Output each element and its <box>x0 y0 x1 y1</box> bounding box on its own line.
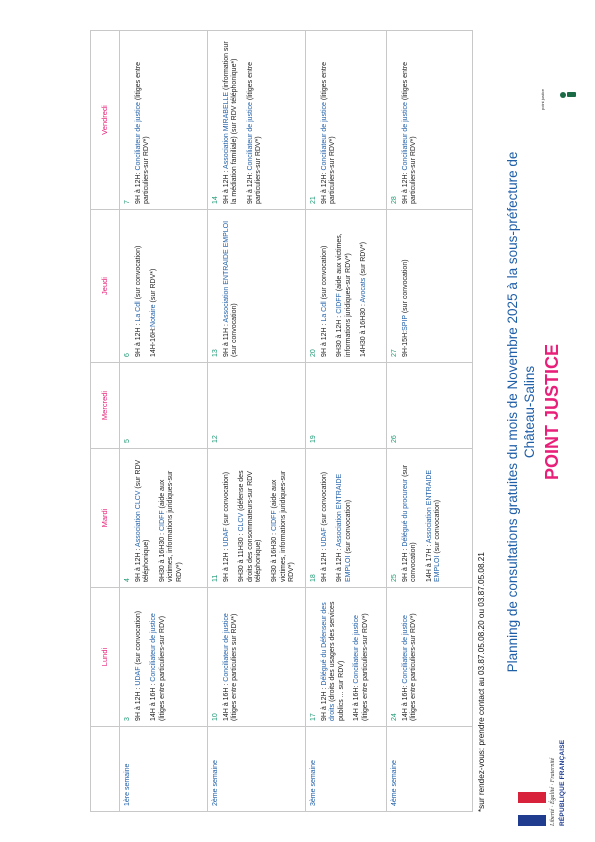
consultation-details: (sur convocation) <box>320 245 328 302</box>
consultation-organization: Notaire <box>150 304 158 328</box>
consultation-organization: UDAF <box>134 666 142 686</box>
consultation-entry <box>159 454 185 582</box>
consultation-time: 9H à 12H: <box>246 170 254 204</box>
day-number: 3 <box>124 717 131 721</box>
column-header-5: Vendredi <box>91 31 120 209</box>
consultation-entry <box>223 36 240 204</box>
consultation-entry <box>321 454 330 582</box>
consultation-details: (sur convocation) <box>222 471 230 528</box>
consultation-entry <box>223 215 240 357</box>
republique-francaise-logo <box>518 734 578 826</box>
day-cell <box>208 209 306 362</box>
day-number: 12 <box>212 435 219 443</box>
consultation-entry <box>135 36 152 204</box>
consultation-entry <box>336 215 353 357</box>
day-number: 21 <box>310 196 317 204</box>
day-cell <box>306 31 387 209</box>
week-label: 3ème semaine <box>306 726 387 811</box>
column-header-1: Lundi <box>91 587 120 726</box>
consultation-organization: Conciliateur de justice <box>401 615 409 684</box>
consultation-time: 14H à 16H : <box>150 681 158 721</box>
consultation-details: (litiges entre particuliers-sur RDV) <box>158 615 166 721</box>
consultation-entry <box>223 593 240 721</box>
day-number: 18 <box>310 574 317 582</box>
page-subtitle: Planning de consultations gratuites du mois de Novembre 2025 à la sous-préfecture de Château-Salins <box>505 151 537 673</box>
day-cell <box>387 31 472 209</box>
day-cell <box>208 31 306 209</box>
consultation-details: (litiges entre particuliers-sur RDV*) <box>401 61 418 204</box>
consultation-time: 9H à 12H : <box>222 168 230 204</box>
consultation-organization: CIDFF <box>270 510 278 532</box>
day-cell <box>306 362 387 448</box>
appointment-footnote: *sur rendez-vous: prendre contact au 03.87.05.08.20 ou 03.87.05.08.21 <box>477 552 486 812</box>
consultation-details: (litiges entre particuliers sur RDV*) <box>231 613 239 721</box>
consultation-organization: Conciliateur de justice <box>353 615 361 684</box>
consultation-organization: Association CLCV <box>134 490 142 547</box>
day-cell <box>306 448 387 587</box>
consultation-entry <box>135 215 144 357</box>
consultation-organization: Association MIRABELLE <box>222 91 230 169</box>
consultation-details: (sur convocation) <box>320 471 328 528</box>
consultation-entry <box>402 36 419 204</box>
consultation-entry <box>238 454 264 582</box>
consultation-details: (sur RDV*) <box>150 268 158 305</box>
day-cell <box>387 587 472 726</box>
day-cell <box>306 587 387 726</box>
consultation-time: 9H à 12H: <box>401 170 409 204</box>
day-number: 19 <box>310 435 317 443</box>
consultation-organization: Délégué du procureur <box>401 478 409 547</box>
consultation-entry <box>426 454 443 582</box>
consultation-entry <box>321 593 347 721</box>
point-justice-info-icon <box>560 88 576 102</box>
day-number: 20 <box>310 349 317 357</box>
consultation-time: 9H à 12H : <box>134 546 142 582</box>
consultation-time: 14H30 à 16H30 : <box>360 302 368 357</box>
consultation-entry <box>402 593 419 721</box>
consultation-details: (sur convocation) <box>134 610 142 667</box>
consultation-organization: Conciliateur de justice <box>150 613 158 682</box>
day-cell <box>387 362 472 448</box>
day-cell <box>208 362 306 448</box>
consultation-time: 9H à 12H : <box>320 685 328 721</box>
consultation-details: (litiges entre particuliers-sur RDV*) <box>246 61 263 204</box>
header-corner <box>91 726 120 811</box>
day-number: 24 <box>391 713 398 721</box>
week-label: 1ère semaine <box>120 726 208 811</box>
day-number: 4 <box>124 578 131 582</box>
day-number: 10 <box>212 713 219 721</box>
consultation-time: 14H à 16H: <box>401 683 409 721</box>
day-number: 6 <box>124 353 131 357</box>
consultation-entry <box>271 454 297 582</box>
day-number: 14 <box>212 196 219 204</box>
week-label: 4ème semaine <box>387 726 472 811</box>
consultation-time: 9H à 12H : <box>222 546 230 582</box>
consultation-entry <box>321 36 338 204</box>
consultation-time: 14H à 16H: <box>353 683 361 721</box>
consultation-details: (sur convocation) <box>134 245 142 302</box>
consultation-details: (sur convocation) <box>231 303 239 357</box>
day-cell <box>306 209 387 362</box>
consultation-details: (litiges entre particuliers-sur RDV*) <box>410 613 418 721</box>
consultation-entry <box>223 454 232 582</box>
day-number: 5 <box>124 439 131 443</box>
consultation-details: (aide aux victimes, informations juridiques-sur RDV*) <box>270 470 296 582</box>
consultation-organization: CIDFF <box>158 510 166 532</box>
consultation-time: 14H-16H: <box>150 327 158 357</box>
consultation-details: (défense des droits des consommateurs-sur RDV téléphonique) <box>238 470 263 582</box>
consultation-details: (sur convocation) <box>344 499 352 556</box>
day-cell <box>120 448 208 587</box>
day-cell <box>120 362 208 448</box>
consultation-organization: SPIP <box>401 315 409 331</box>
consultation-details: (litiges entre particuliers-sur RDV*) <box>361 613 369 721</box>
day-number: 7 <box>124 200 131 204</box>
day-number: 11 <box>212 574 219 582</box>
consultation-entry <box>321 215 330 357</box>
consultation-details: (sur convocation) <box>401 259 409 316</box>
consultation-organization: Association ENTRAIDE EMPLOI <box>222 220 230 323</box>
consultation-time: 14H à 17H : <box>425 543 433 582</box>
consultation-entry <box>360 215 369 357</box>
consultation-time: 14H à 16H : <box>222 681 230 721</box>
consultation-entry <box>135 454 152 582</box>
consultation-organization: Conciliateur de justice <box>401 102 409 171</box>
consultation-time: 9H à 12H : <box>401 546 409 582</box>
day-number: 17 <box>310 713 317 721</box>
consultation-organization: CLCV <box>238 512 246 532</box>
consultation-time: 9H à 12H : <box>134 321 142 357</box>
consultation-details: (litiges entre particuliers-sur RDV*) <box>134 61 151 204</box>
consultation-time: 9H à 12H : <box>134 685 142 721</box>
day-cell <box>120 31 208 209</box>
consultation-time: 9H à 12H : <box>336 546 344 582</box>
column-header-3: Mercredi <box>91 362 120 448</box>
consultation-organization: Délégué du Défenseur des droits <box>320 602 337 721</box>
consultation-time: 9H30 à 12H : <box>336 313 344 357</box>
consultation-details: (droits des usagers des services publics ... sur RDV) <box>329 601 345 721</box>
consultation-organization: Conciliateur de justice <box>134 102 142 171</box>
day-cell <box>208 587 306 726</box>
day-cell <box>120 209 208 362</box>
consultation-entry <box>150 215 159 357</box>
consultation-details: (sur convocation) <box>401 464 418 582</box>
consultation-time: 9H30 à 11H30 : <box>238 531 246 582</box>
consultation-organization: La Cdl <box>134 301 142 322</box>
consultation-organization: UDAF <box>320 527 328 547</box>
day-number: 28 <box>391 196 398 204</box>
consultation-entry <box>247 36 264 204</box>
consultation-entry <box>402 215 411 357</box>
day-cell <box>120 587 208 726</box>
consultation-organization: Conciliateur de justice <box>320 102 328 171</box>
republic-motto: Liberté · Égalité · Fraternité <box>550 757 556 826</box>
consultation-organization: La Cdl <box>320 301 328 322</box>
consultation-time: 9H à 11H : <box>222 322 230 357</box>
consultation-details: (aide aux victimes, informations juridiques-sur RDV*) <box>158 470 183 582</box>
day-cell <box>387 209 472 362</box>
consultation-organization: Avocats <box>360 277 368 303</box>
day-number: 25 <box>391 574 398 582</box>
day-number: 27 <box>391 349 398 357</box>
consultation-time: 9H à 12H : <box>320 321 328 357</box>
consultation-time: 9H30 à 16H30 : <box>270 531 278 582</box>
consultation-details: (aide aux victimes, informations juridiques-sur RDV*) <box>336 233 352 357</box>
column-header-2: Mardi <box>91 448 120 587</box>
consultation-organization: Association ENTRAIDE EMPLOI <box>336 473 352 582</box>
day-number: 26 <box>391 435 398 443</box>
consultation-details: (sur RDV téléphonique) <box>134 459 151 582</box>
consultation-entry <box>402 454 419 582</box>
consultation-details: (litiges entre particuliers-sur RDV*) <box>320 61 337 204</box>
consultation-organization: Conciliateur de justice <box>222 613 230 682</box>
consultation-entry <box>150 593 167 721</box>
consultation-time: 9H à 12H : <box>320 546 328 582</box>
consultation-organization: Conciliateur de justice <box>246 102 254 171</box>
consultation-time: 9H30 à 16H30 : <box>158 531 166 582</box>
day-cell <box>208 448 306 587</box>
consultation-organization: CIDFF <box>336 293 344 314</box>
consultation-organization: Association ENTRAIDE EMPLOI <box>425 469 442 582</box>
icon-caption: point justice <box>540 88 545 110</box>
column-header-4: Jeudi <box>91 209 120 362</box>
consultation-details: (information sur la médiation familiale) (sur RDV téléphonique*) <box>222 41 239 204</box>
consultation-details: (sur RDV*) <box>360 241 368 278</box>
week-label: 2ème semaine <box>208 726 306 811</box>
consultation-organization: UDAF <box>222 527 230 547</box>
day-cell <box>387 448 472 587</box>
consultation-details: (sur convocation) <box>434 499 442 556</box>
page-title: POINT JUSTICE <box>542 343 562 481</box>
republic-name: RÉPUBLIQUE FRANÇAISE <box>559 739 566 826</box>
consultation-entry <box>135 593 144 721</box>
consultation-entry <box>353 593 370 721</box>
consultation-entry <box>336 454 353 582</box>
day-number: 13 <box>212 349 219 357</box>
consultation-time: 9H à 12H: <box>134 170 142 204</box>
marianne-flag-icon <box>518 792 546 826</box>
schedule-table <box>90 30 473 812</box>
consultation-time: 9H-15H: <box>401 330 409 357</box>
consultation-time: 9H à 12H: <box>320 170 328 204</box>
